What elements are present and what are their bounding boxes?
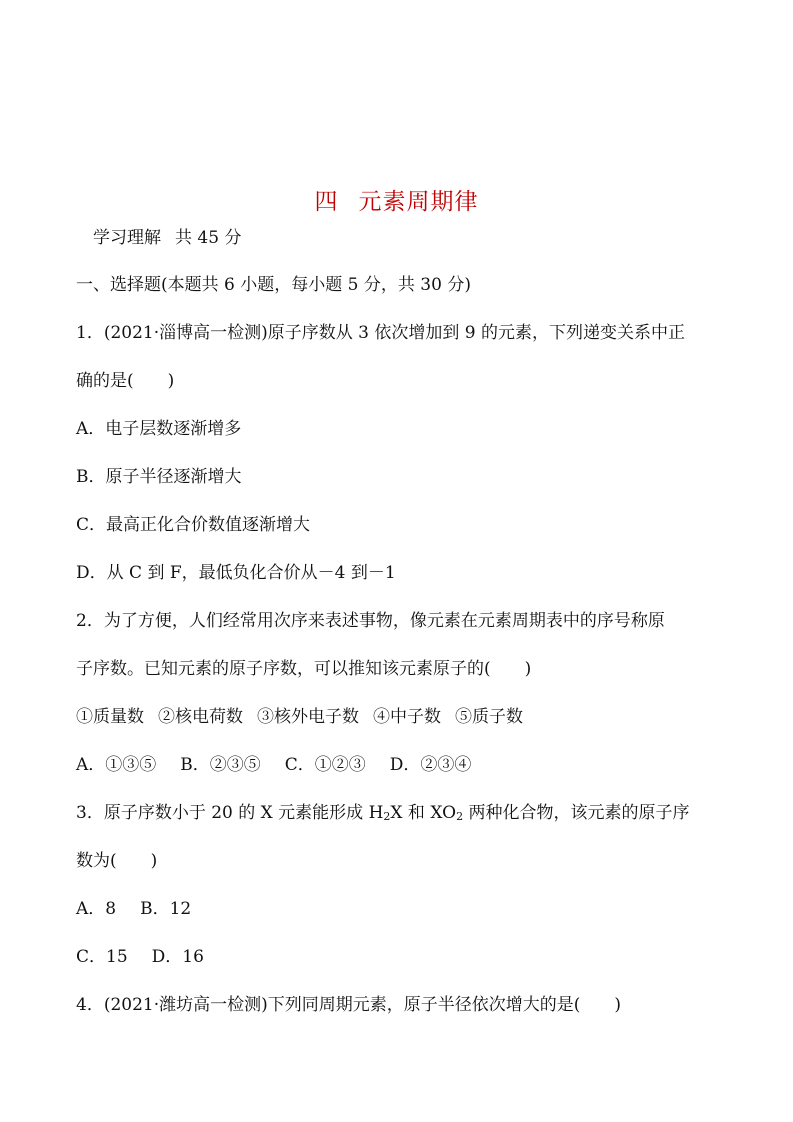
question-3-subscript-1: 2 (383, 810, 391, 823)
part-heading: 一、选择题(本题共 6 小题，每小题 5 分，共 30 分) (76, 275, 471, 295)
question-2-item-1: ①质量数 (76, 707, 144, 727)
question-2-item-4: ④中子数 (373, 707, 441, 727)
question-3-stem-part-3: 两种化合物，该元素的原子序 (463, 803, 690, 823)
question-2-items (76, 705, 523, 729)
question-2-option-c: C．①②③ (284, 755, 366, 775)
question-2-stem-line-1: 2．为了方便，人们经常用次序来表述事物，像元素在元素周期表中的序号称原 (76, 611, 665, 631)
title-number: 四 (314, 189, 339, 215)
title-text: 元素周期律 (358, 189, 479, 215)
question-3-stem-line-2: 数为( ) (76, 851, 158, 871)
question-3-subscript-2: 2 (456, 810, 464, 823)
question-2-option-b: B．②③⑤ (180, 755, 261, 775)
question-1-stem-line-2: 确的是( ) (76, 371, 175, 391)
question-4-stem-line-1: 4．(2021·潍坊高一检测)下列同周期元素，原子半径依次增大的是( ) (76, 995, 622, 1015)
question-3-options-row-2 (76, 945, 204, 969)
question-2-stem-line-2: 子序数。已知元素的原子序数，可以推知该元素原子的( ) (76, 659, 532, 679)
question-2-item-2: ②核电荷数 (158, 707, 243, 727)
question-3-stem-line-1 (76, 801, 689, 825)
section-label: 学习理解 (93, 228, 161, 248)
section-header (93, 226, 241, 250)
question-3-options-row-1 (76, 897, 191, 921)
section-score: 共 45 分 (175, 228, 242, 248)
question-3-option-d: D．16 (151, 947, 204, 967)
question-1-stem-line-1: 1．(2021·淄博高一检测)原子序数从 3 依次增加到 9 的元素，下列递变关系中正 (76, 323, 685, 343)
question-1-option-d: D．从 C 到 F，最低负化合价从－4 到－1 (76, 563, 396, 583)
question-3-stem-part-2: X 和 XO (390, 803, 457, 823)
question-2-option-d: D．②③④ (389, 755, 472, 775)
question-2-item-3: ③核外电子数 (257, 707, 359, 727)
question-2-options (76, 753, 471, 777)
question-1-option-c: C．最高正化合价数值逐渐增大 (76, 515, 311, 535)
question-2-item-5: ⑤质子数 (455, 707, 523, 727)
question-2-option-a: A．①③⑤ (76, 755, 157, 775)
question-3-option-b: B．12 (140, 899, 192, 919)
question-3-option-c: C．15 (76, 947, 128, 967)
page-title (0, 183, 793, 216)
question-3-stem-part-1: 3．原子序数小于 20 的 X 元素能形成 H (76, 803, 384, 823)
question-3-option-a: A．8 (76, 899, 117, 919)
question-1-option-a: A．电子层数逐渐增多 (76, 419, 242, 439)
question-1-option-b: B．原子半径逐渐增大 (76, 467, 242, 487)
